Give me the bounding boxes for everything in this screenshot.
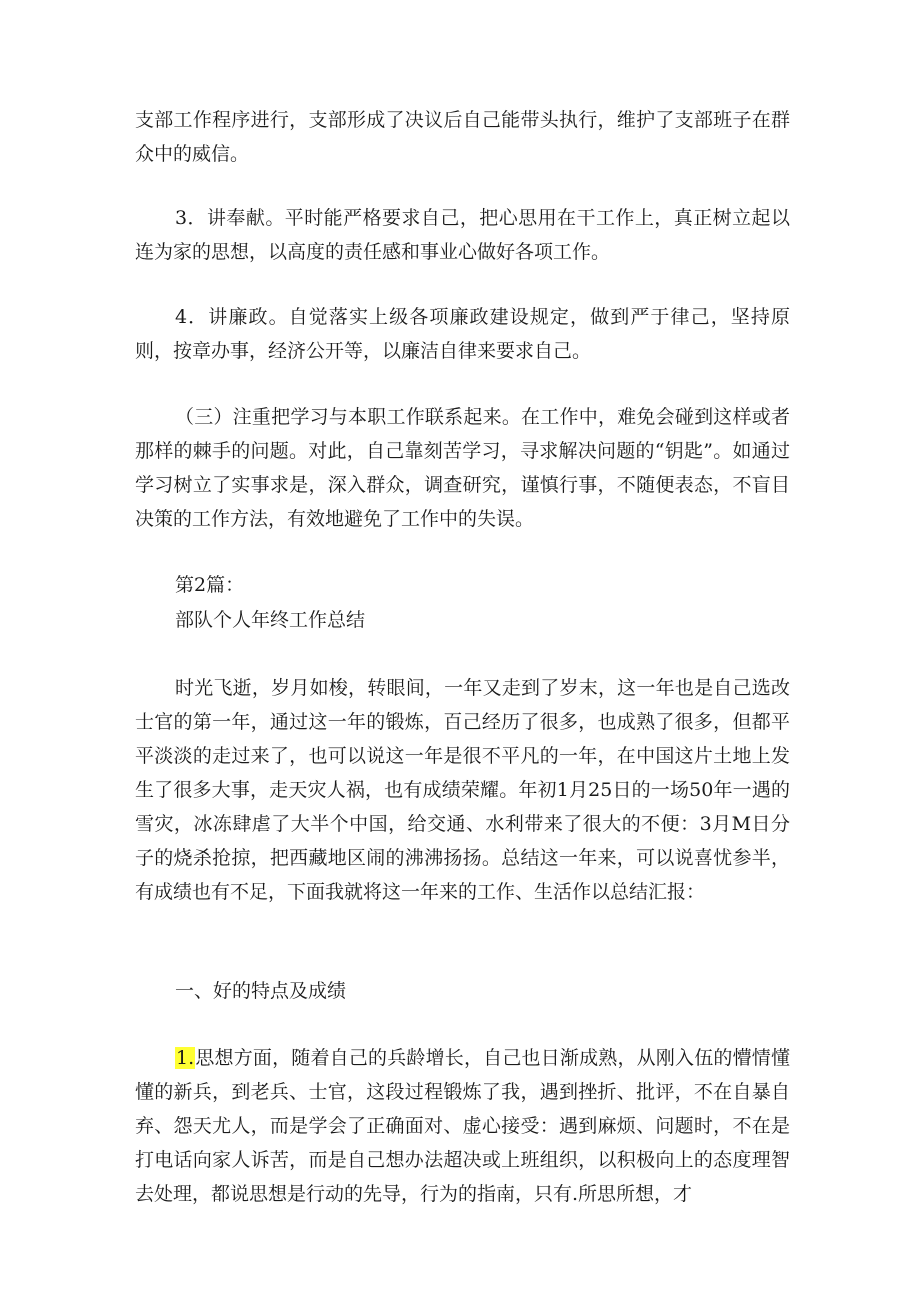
chapter-label: 第2篇： [175, 574, 245, 596]
paragraph-study-and-work: （三）注重把学习与本职工作联系起来。在工作中，难免会碰到这样或者那样的棘手的问题。对此，自己靠刻苦学习，寻求解决问题的“钥匙”。如通过学习树立了实事求是，深入群众，调查研究，谨慎行事，不随便表态，不盲目决策的工作方法，有效地避免了工作中的失误。 [135, 406, 790, 530]
paragraph-continuation: 支部工作程序进行，支部形成了决议后自己能带头执行，维护了支部班子在群众中的威信。 [135, 109, 790, 165]
paragraph-thinking [135, 1041, 790, 1211]
highlighted-list-marker: 1. [176, 1047, 195, 1069]
chapter-title: 部队个人年终工作总结 [175, 609, 366, 631]
paragraph-dedication: 3．讲奉献。平时能严格要求自己，把心思用在干工作上，真正树立起以连为家的思想，以高度的责任感和事业心做好各项工作。 [135, 207, 790, 263]
section-heading: 一、好的特点及成绩 [175, 980, 347, 1002]
paragraph-thinking-body: 思想方面，随着自己的兵龄增长，自己也日渐成熟，从刚入伍的懵情懂懂的新兵，到老兵、士官，这段过程锻炼了我，遇到挫折、批评，不在自暴自弃、怨天尤人，而是学会了正确面对、虚心接受：遇到麻烦、问题时，不在是打电话向家人诉苦，而是自己想办法超决或上班组织，以积极向上的态度理智去处理，都说思想是行动的先导，行为的指南，只有.所思所想，才 [135, 1047, 790, 1205]
paragraph-integrity: 4．讲廉政。自觉落实上级各项廉政建设规定，做到严于律己，坚持原则，按章办事，经济公开等，以廉洁自律来要求自己。 [135, 306, 790, 362]
paragraph-year-review: 时光飞逝，岁月如梭，转眼间，一年又走到了岁末，这一年也是自己选改士官的第一年，通过这一年的锻炼，百己经历了很多，也成熟了很多，但都平平淡淡的走过来了，也可以说这一年是很不平凡的一年，在中国这片土地上发生了很多大事，走天灾人祸，也有成绩荣耀。年初1月25日的一场50年一遇的雪灾，冰冻肆虐了大半个中国，给交通、水利带来了很大的不便：3月M日分子的烧杀抢掠，把西藏地区闹的沸沸扬扬。总结这一年来，可以说喜忧参半，有成绩也有不足，下面我就将这一年来的工作、生活作以总结汇报： [135, 677, 790, 903]
